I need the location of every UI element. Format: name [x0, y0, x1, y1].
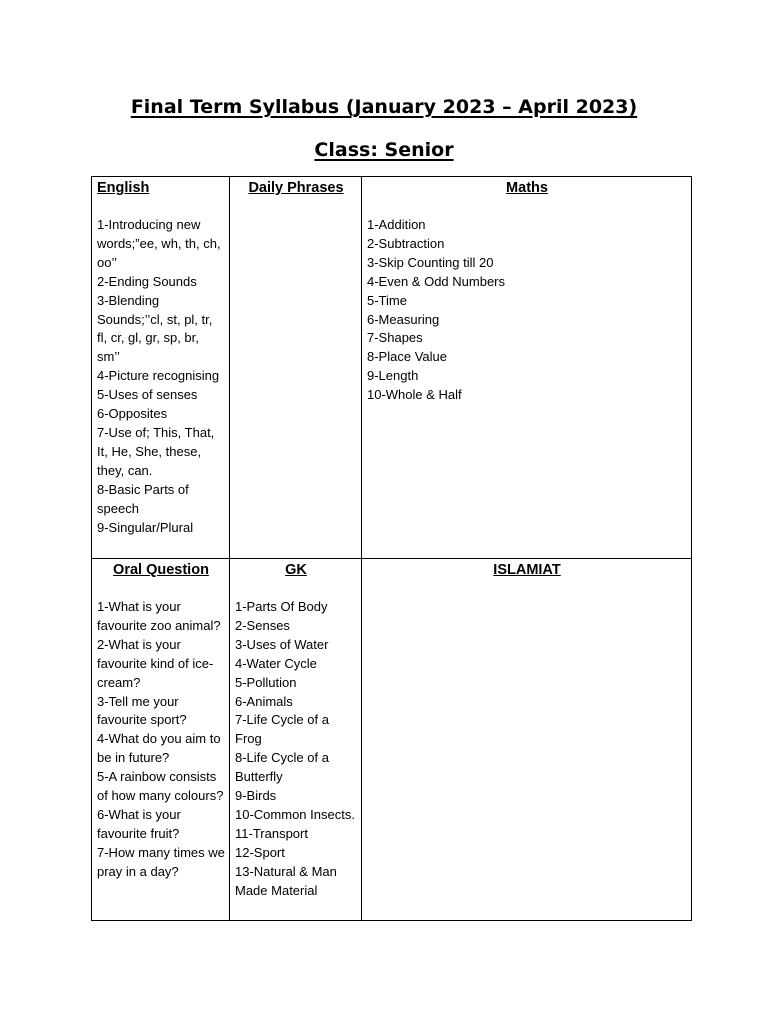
table-row: [92, 177, 692, 559]
list-item: 12-Sport: [235, 844, 285, 860]
list-item: 9-Length: [367, 368, 419, 384]
english-cell: [92, 177, 230, 559]
list-item: 6-Measuring: [367, 311, 440, 327]
islamiat-cell: [362, 559, 692, 921]
list-item: 1-What is your favourite zoo animal?: [97, 599, 221, 633]
list-item: 2-What is your favourite kind of ice-cream?: [97, 636, 214, 690]
list-item: 5-Pollution: [235, 674, 297, 690]
list-item: 11-Transport: [235, 825, 308, 841]
gk-topic-list: [235, 598, 357, 901]
list-item: 3-Blending Sounds;’’cl, st, pl, tr, fl, cr, gl, gr, sp, br, sm’’: [97, 292, 213, 365]
document-title: Final Term Syllabus (January 2023 – April 2023): [130, 96, 638, 118]
syllabus-table: [91, 176, 692, 921]
list-item: 6-Animals: [235, 693, 293, 709]
list-item: 1-Addition: [367, 217, 426, 232]
table-row: [92, 559, 692, 921]
oral-question-heading: Oral Question: [113, 562, 209, 578]
maths-cell: [362, 177, 692, 559]
list-item: 4-Water Cycle: [235, 655, 317, 671]
english-topic-list: [97, 216, 225, 537]
maths-heading: Maths: [506, 180, 548, 196]
list-item: 4-Picture recognising: [97, 368, 220, 384]
list-item: 3-Tell me your favourite sport?: [97, 693, 187, 728]
class-heading: Class: Senior: [314, 139, 454, 161]
list-item: 13-Natural & Man Made Material: [235, 863, 337, 898]
english-heading: English: [97, 180, 150, 196]
daily-phrases-cell: [230, 177, 362, 559]
gk-heading: GK: [285, 562, 307, 578]
list-item: 7-Shapes: [367, 330, 423, 346]
list-item: 2-Senses: [235, 617, 290, 633]
list-item: 6-Opposites: [97, 406, 168, 422]
list-item: 7-How many times we pray in a day?: [97, 844, 225, 879]
list-item: 8-Basic Parts of speech: [97, 481, 189, 516]
list-item: 10-Whole & Half: [367, 387, 462, 403]
list-item: 1-Introducing new words;”ee, wh, th, ch, oo’’: [97, 217, 221, 270]
list-item: 2-Ending Sounds: [97, 273, 197, 289]
list-item: 9-Birds: [235, 788, 277, 804]
list-item: 8-Place Value: [367, 349, 447, 365]
list-item: 4-What do you aim to be in future?: [97, 731, 221, 766]
list-item: 10-Common Insects.: [235, 806, 355, 822]
gk-cell: [230, 559, 362, 921]
maths-topic-list: [367, 216, 687, 405]
islamiat-heading: ISLAMIAT: [493, 562, 561, 578]
list-item: 5-Uses of senses: [97, 387, 198, 403]
list-item: 2-Subtraction: [367, 235, 445, 251]
oral-question-cell: [92, 559, 230, 921]
list-item: 7-Life Cycle of a Frog: [235, 712, 329, 747]
list-item: 5-Time: [367, 292, 407, 308]
list-item: 7-Use of; This, That, It, He, She, these, they, can.: [97, 424, 215, 478]
list-item: 3-Skip Counting till 20: [367, 254, 494, 270]
list-item: 1-Parts Of Body: [235, 599, 328, 614]
list-item: 9-Singular/Plural: [97, 519, 194, 535]
list-item: 6-What is your favourite fruit?: [97, 806, 181, 841]
list-item: 8-Life Cycle of a Butterfly: [235, 750, 329, 785]
list-item: 5-A rainbow consists of how many colours?: [97, 769, 224, 804]
list-item: 3-Uses of Water: [235, 636, 329, 652]
list-item: 4-Even & Odd Numbers: [367, 273, 506, 289]
oral-question-list: [97, 598, 225, 882]
daily-phrases-heading: Daily Phrases: [248, 180, 344, 196]
